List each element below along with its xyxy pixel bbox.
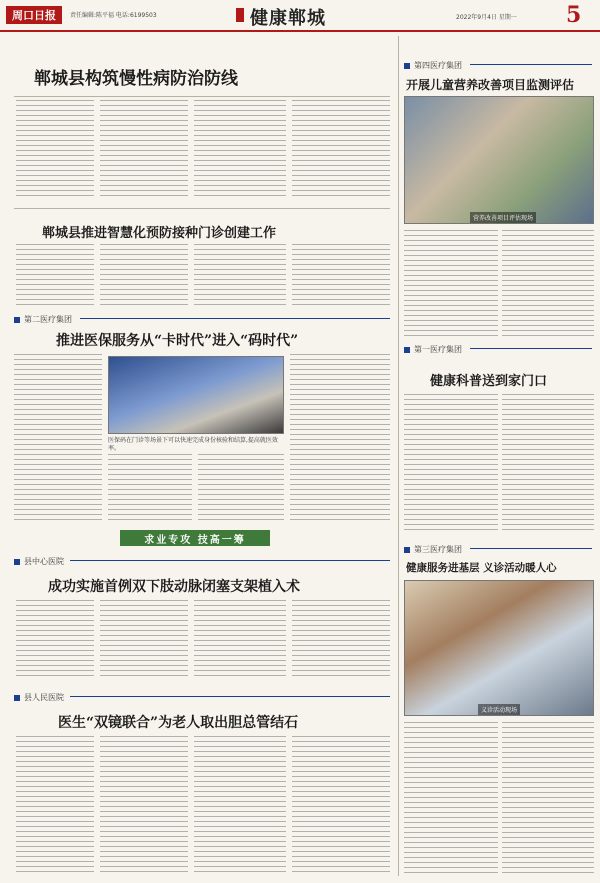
section-rule [70, 560, 390, 561]
section-tag: 第一医疗集团 [404, 344, 462, 355]
article-body [502, 394, 594, 534]
article-body [194, 600, 286, 680]
article-body [198, 454, 284, 522]
section-rule [80, 318, 390, 319]
section-tag: 县中心医院 [14, 556, 64, 567]
article-body [14, 354, 102, 522]
article-headline: 开展儿童营养改善项目监测评估 [406, 78, 575, 92]
article-body [292, 600, 390, 680]
article-headline: 成功实施首例双下肢动脉闭塞支架植入术 [48, 579, 300, 595]
article-body [194, 244, 286, 306]
section-rule [14, 208, 390, 209]
column-divider [398, 36, 399, 876]
article-body [194, 100, 286, 200]
editor-info: 责任编辑:陈平福 电话:6199503 [70, 12, 157, 19]
article-body [404, 722, 498, 876]
article-body [100, 244, 188, 306]
section-rule [470, 64, 592, 65]
article-headline: 健康服务进基层 义诊活动暖人心 [406, 562, 557, 574]
photo-caption: 医保码在门诊等场景下可以快速完成身份核验和结算,提高就医效率。 [108, 437, 278, 452]
section-rule [470, 348, 592, 349]
issue-date: 2022年9月4日 星期一 [456, 14, 517, 21]
article-body [502, 722, 594, 876]
headline-rule [14, 96, 390, 97]
article-body [100, 100, 188, 200]
section-rule [70, 696, 390, 697]
section-tag: 第二医疗集团 [14, 314, 72, 325]
newspaper-logo: 周口日报 [6, 6, 62, 24]
article-body [404, 394, 498, 534]
masthead-rule [0, 30, 600, 32]
article-body [16, 736, 94, 876]
article-headline: 郸城县构筑慢性病防治防线 [34, 69, 238, 89]
column-banner: 求业专攻 技高一筹 [120, 530, 270, 546]
article-body [502, 230, 594, 336]
page-number: 5 [566, 2, 582, 28]
page-section-title: 健康郸城 [250, 4, 326, 30]
article-body [292, 736, 390, 876]
photo-label: 营养改善项目评估现场 [470, 212, 536, 223]
article-headline: 推进医保服务从“卡时代”进入“码时代” [56, 333, 299, 349]
article-headline: 医生“双镜联合”为老人取出胆总管结石 [58, 715, 299, 731]
section-rule [470, 548, 592, 549]
photo-label: 义诊活动现场 [478, 704, 520, 715]
section-tag: 第三医疗集团 [404, 544, 462, 555]
article-body [292, 100, 390, 200]
article-headline: 健康科普送到家门口 [430, 374, 548, 389]
clinic-photo [404, 580, 594, 716]
section-tag: 第四医疗集团 [404, 60, 462, 71]
article-body [108, 454, 192, 522]
article-body [16, 100, 94, 200]
nutrition-photo [404, 96, 594, 224]
article-body [290, 354, 390, 522]
article-body [16, 244, 94, 306]
article-body [16, 600, 94, 680]
article-body [100, 600, 188, 680]
article-body [194, 736, 286, 876]
article-body [100, 736, 188, 876]
meeting-photo [108, 356, 284, 434]
section-tag: 县人民医院 [14, 692, 64, 703]
article-headline: 郸城县推进智慧化预防接种门诊创建工作 [42, 226, 277, 241]
article-body [404, 230, 498, 336]
article-body [292, 244, 390, 306]
